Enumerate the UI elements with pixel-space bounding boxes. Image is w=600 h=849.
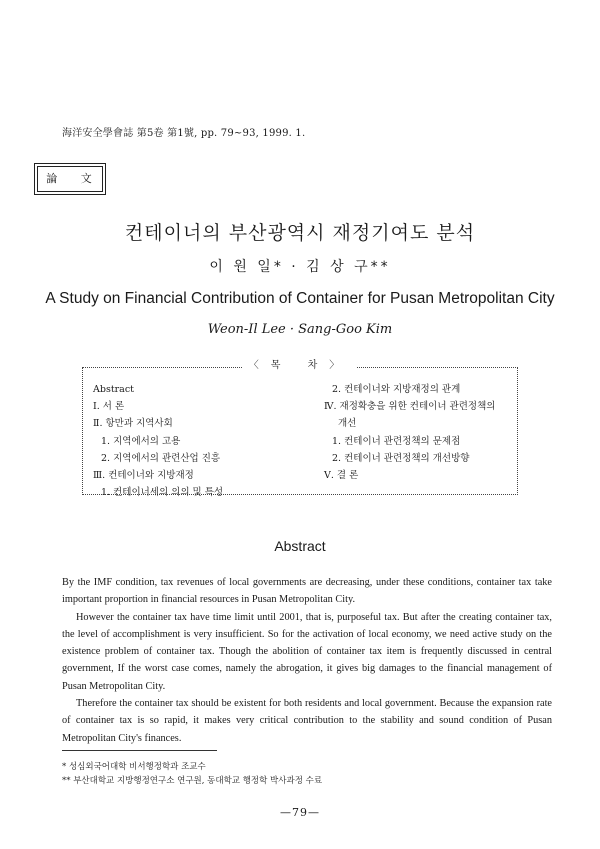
toc-right-column <box>324 381 495 484</box>
toc-heading: 〈목 차〉 <box>83 359 517 373</box>
toc-item: 1. 지역에서의 고용 <box>101 435 181 447</box>
title-english: A Study on Financial Contribution of Container for Pusan Metropolitan City <box>45 290 555 307</box>
toc-item: 2. 컨테이너와 지방재정의 관계 <box>332 384 461 395</box>
toc-item: Ⅱ. 항만과 지역사회 <box>93 418 173 430</box>
authors-korean: 이 원 일* · 김 상 구** <box>209 259 391 275</box>
abstract-paragraph: Therefore the container tax should be existent for both residents and local government. Because the expansion rate of container tax is so rapid, it makes very critical contribution to the stability and sound condition of Pusan Metropolitan City's finances. <box>62 698 552 744</box>
toc-item: Ⅴ. 결 론 <box>324 470 359 482</box>
toc-item: Ⅲ. 컨테이너와 지방재정 <box>93 470 194 482</box>
toc-item: 2. 지역에서의 관련산업 진흥 <box>101 452 221 464</box>
abstract-body <box>62 574 552 747</box>
footnotes <box>62 760 322 788</box>
toc-item: 1. 컨테이너세의 의의 및 특성 <box>101 487 224 499</box>
title-korean: 컨테이너의 부산광역시 재정기여도 분석 <box>124 222 476 244</box>
abstract-paragraph: However the container tax have time limit until 2001, that is, purposeful tax. But after the creating container tax, the level of accomplishment is very insufficient. So for the activation of local economy, we need active study on the existence problem of container tax. Though the abolition of container tax item is frequently discussed in central government, If the worst case comes, namely the abrogation, it gives big damages to the financial management of Pusan Metropolitan City. <box>62 611 552 692</box>
authors-english: Weon-Il Lee · Sang-Goo Kim <box>207 322 393 337</box>
article-type-badge: 論 文 <box>37 166 103 192</box>
toc-item: 2. 컨테이너 관련정책의 개선방향 <box>332 452 470 464</box>
toc-item: Ⅳ. 재정확충을 위한 컨테이너 관련정책의 <box>324 401 496 413</box>
toc-item: 개선 <box>338 418 357 430</box>
page-number: —79— <box>280 806 320 819</box>
toc-item: Abstract <box>93 384 134 395</box>
footnote-divider <box>62 750 217 751</box>
abstract-heading: Abstract <box>274 538 326 554</box>
toc-left-column <box>93 381 223 501</box>
toc-item: Ⅰ. 서 론 <box>93 401 125 413</box>
footnote: ** 부산대학교 지방행정연구소 연구원, 동대학교 행정학 박사과정 수료 <box>62 776 323 786</box>
table-of-contents <box>82 360 518 499</box>
footnote: * 성심외국어대학 비서행정학과 조교수 <box>62 762 206 772</box>
toc-item: 1. 컨테이너 관련정책의 문제점 <box>332 435 461 447</box>
abstract-paragraph: By the IMF condition, tax revenues of local governments are decreasing, under these conditions, container tax take important proportion in financial resources in Pusan Metropolitan City. <box>62 577 552 606</box>
journal-citation: 海洋安全學會誌 第5卷 第1號, pp. 79~93, 1999. 1. <box>62 128 306 139</box>
